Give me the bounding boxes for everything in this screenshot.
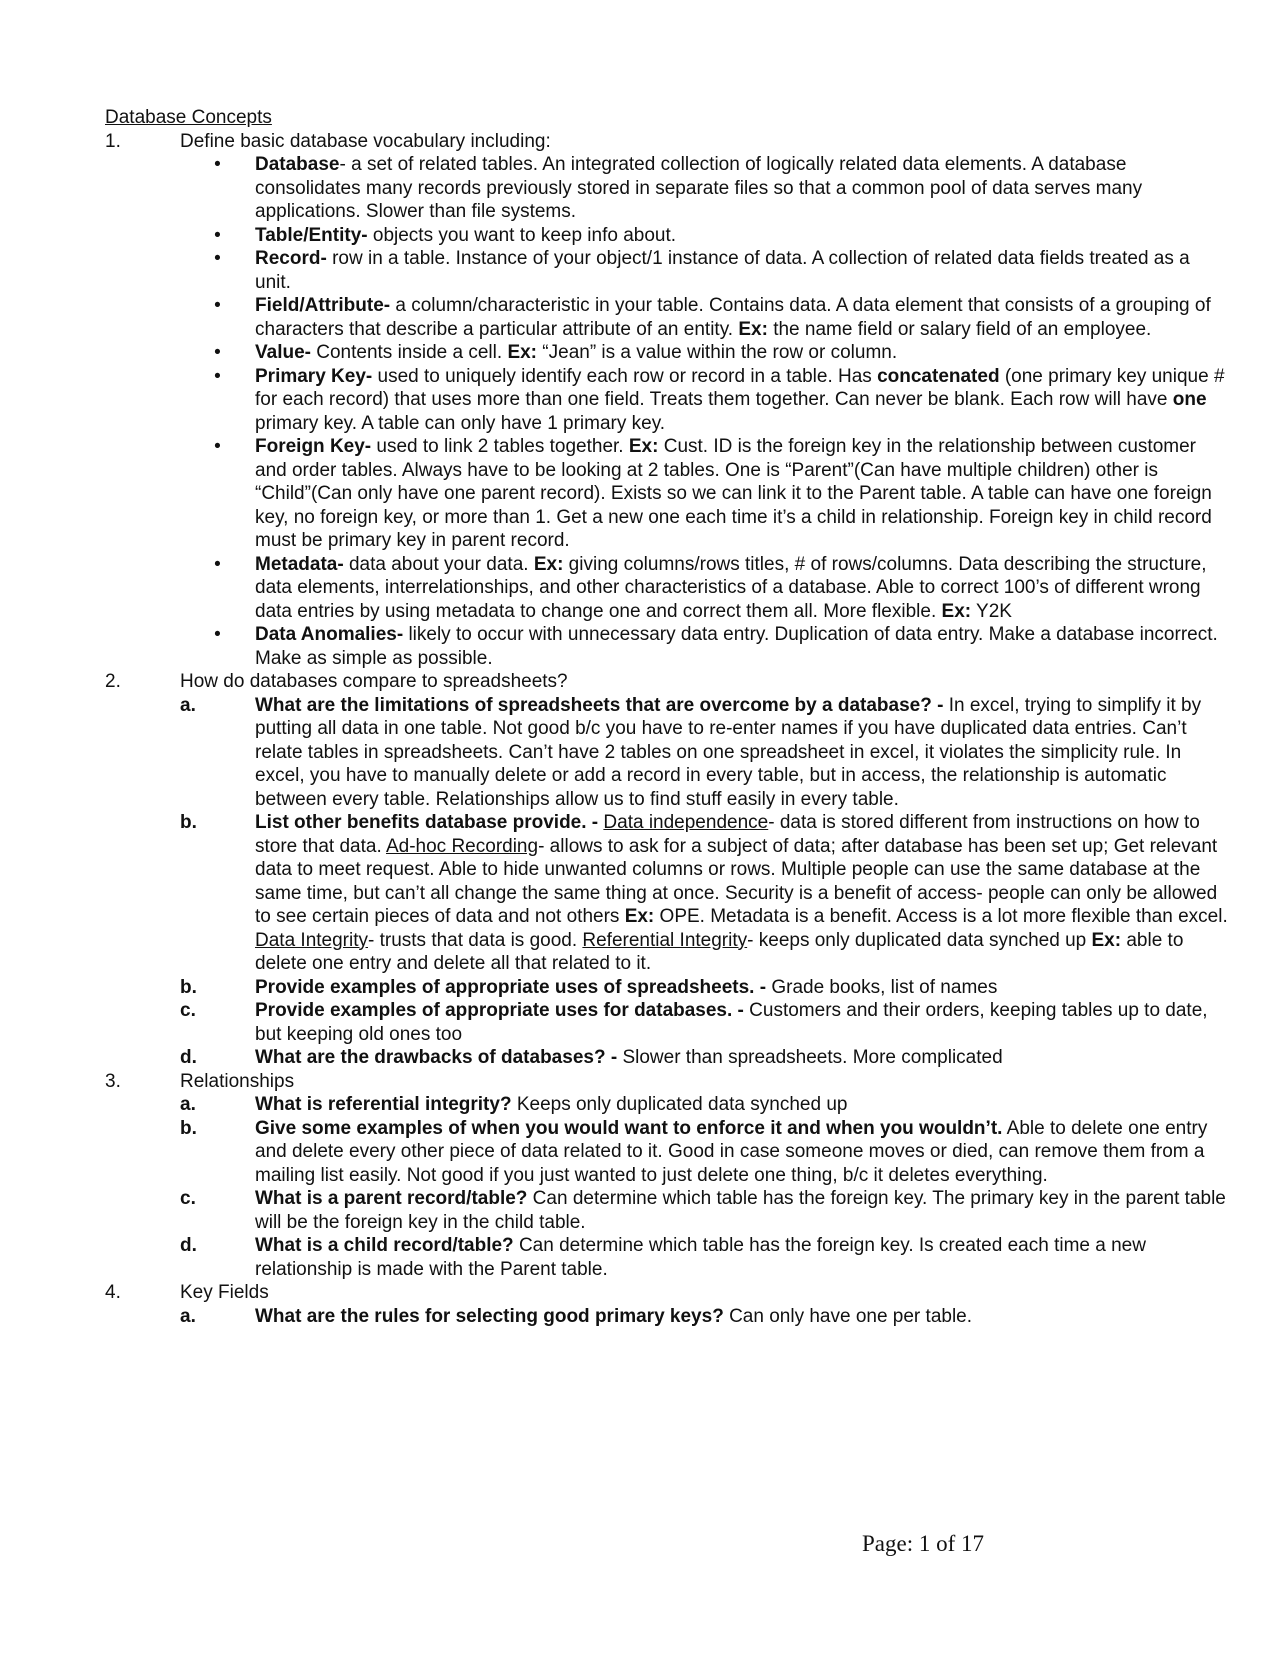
- text-run: In excel, trying to simplify it by putting all data in one table. Not good b/c you have to re-enter names if you have duplicated data entries. Can’t relate tables in spreadsheets. Can’t have 2 tables on one spreadsheet in excel, it violates the simplicity rule. In excel, you have to manually delete or add a record in every table, but in access, the relationship is automatic between every table. Relationships allow us to find stuff easily in every table.: [255, 694, 1202, 810]
- section: [105, 1281, 1230, 1328]
- item-text: [255, 553, 1230, 624]
- list-item: [105, 694, 1230, 812]
- text-run: a column/characteristic in your table. Contains data. A data element that consists of a grouping of characters that describe a particular attribute of an entity.: [255, 295, 1211, 340]
- bold-term: Ex:: [507, 342, 538, 363]
- bold-term: concatenated: [877, 365, 1000, 387]
- list-item: [105, 811, 1230, 976]
- bold-term: Database: [255, 154, 340, 175]
- text-run: Y2K: [971, 600, 1012, 622]
- item-text: [255, 224, 1230, 248]
- bold-term: What is referential integrity?: [255, 1094, 512, 1115]
- section-number: 2.: [105, 671, 121, 692]
- bold-term: Primary Key-: [255, 365, 373, 387]
- item-marker: c.: [180, 1000, 196, 1021]
- item-marker: a.: [180, 1305, 196, 1327]
- section-number: 3.: [105, 1070, 121, 1092]
- text-run: - a set of related tables. An integrated collection of logically related data elements. A database consolidates many records previously stored in separate files so that a common pool of data serves many applications. Slower than file systems.: [255, 154, 1143, 222]
- bold-term: one: [1172, 389, 1207, 410]
- list-item: [105, 365, 1230, 436]
- list-item: [105, 247, 1230, 294]
- text-run: able to delete one entry and delete all that related to it.: [255, 929, 1184, 974]
- item-marker: d.: [180, 1235, 197, 1256]
- text-run: OPE. Metadata is a benefit. Access is a lot more flexible than excel.: [654, 906, 1228, 927]
- text-run: used to uniquely identify each row or record in a table. Has: [372, 365, 878, 387]
- item-text: [255, 694, 1230, 812]
- bold-term: Value-: [255, 342, 311, 363]
- item-marker: c.: [180, 1188, 196, 1209]
- text-run: Can only have one per table.: [723, 1305, 973, 1327]
- section: [105, 1070, 1230, 1282]
- bold-term: Record-: [255, 248, 327, 269]
- list-item: [105, 1234, 1230, 1281]
- section-number: 4.: [105, 1282, 121, 1303]
- text-run: Grade books, list of names: [766, 976, 998, 998]
- text-run: data about your data.: [343, 553, 534, 575]
- bold-term: Table/Entity-: [255, 224, 368, 246]
- text-run: giving columns/rows titles, # of rows/columns. Data describing the structure, data elements, interrelationships, and other characteristics of a database. Able to correct 100’s of different wrong data entries by using metadata to change one and correct them all. More flexible.: [255, 553, 1207, 622]
- text-run: Customers and their orders, keeping tables up to date, but keeping old ones too: [255, 1000, 1208, 1045]
- bold-term: What are the drawbacks of databases? -: [255, 1047, 618, 1068]
- item-text: [255, 1187, 1230, 1234]
- text-run: Able to delete one entry and delete every other piece of data related to it. Good in case someone moves or died, can remove them from a mailing list easily. Not good if you just wanted to just delete one thing, b/c it deletes everything.: [255, 1117, 1208, 1186]
- bold-term: Ex:: [941, 600, 972, 622]
- section-heading: [105, 130, 1230, 154]
- list-item: [105, 976, 1230, 1000]
- bold-term: Provide examples of appropriate uses for databases. -: [255, 1000, 744, 1021]
- item-text: [255, 435, 1230, 553]
- section-heading-text: Define basic database vocabulary including:: [180, 130, 551, 152]
- item-marker: b.: [180, 976, 197, 998]
- bullet-marker: •: [214, 553, 221, 575]
- item-text: [255, 1117, 1230, 1188]
- text-run: likely to occur with unnecessary data entry. Duplication of data entry. Make a database incorrect. Make as simple as possible.: [255, 624, 1218, 669]
- bullet-marker: •: [214, 224, 221, 246]
- bold-term: What is a child record/table?: [255, 1235, 514, 1256]
- bold-term: Ex:: [624, 906, 655, 927]
- text-run: - keeps only duplicated data synched up: [747, 929, 1092, 951]
- list-item: [105, 1093, 1230, 1117]
- bullet-marker: •: [214, 624, 221, 645]
- item-text: [255, 999, 1230, 1046]
- item-marker: a.: [180, 694, 196, 716]
- section-heading-text: Key Fields: [180, 1282, 269, 1303]
- section-list: [105, 130, 1230, 1329]
- text-run: - trusts that data is good.: [368, 929, 583, 951]
- list-item: [105, 435, 1230, 553]
- item-text: [255, 1234, 1230, 1281]
- item-text: [255, 976, 1230, 1000]
- section-heading: [105, 1070, 1230, 1094]
- item-text: [255, 341, 1230, 365]
- section-heading-text: How do databases compare to spreadsheets?: [180, 671, 568, 692]
- bold-term: Foreign Key-: [255, 436, 372, 457]
- bold-term: Ex:: [738, 318, 768, 340]
- list-item: [105, 1117, 1230, 1188]
- text-run: Can determine which table has the foreign key. Is created each time a new relationship is made with the Parent table.: [255, 1235, 1146, 1280]
- list-item: [105, 1046, 1230, 1070]
- item-text: [255, 811, 1230, 976]
- bold-term: What are the limitations of spreadsheets that are overcome by a database? -: [255, 694, 944, 716]
- item-marker: a.: [180, 1094, 196, 1115]
- text-run: used to link 2 tables together.: [371, 436, 629, 457]
- bullet-marker: •: [214, 365, 221, 387]
- item-text: [255, 153, 1230, 224]
- bullet-marker: •: [214, 154, 221, 175]
- bullet-marker: •: [214, 248, 221, 269]
- item-marker: b.: [180, 812, 197, 833]
- text-run: “Jean” is a value within the row or column.: [537, 342, 898, 363]
- list-item: [105, 153, 1230, 224]
- underlined-term: Referential Integrity: [582, 929, 748, 951]
- section-heading: [105, 670, 1230, 694]
- text-run: Keeps only duplicated data synched up: [511, 1094, 848, 1115]
- list-item: [105, 999, 1230, 1046]
- document-body: [105, 106, 1230, 1328]
- text-run: (one primary key unique # for each record) that uses more than one field. Treats them together. Can never be blank. Each row will have: [255, 365, 1225, 410]
- item-text: [255, 365, 1230, 436]
- list-item: [105, 294, 1230, 341]
- bold-term: Give some examples of when you would want to enforce it and when you wouldn’t.: [255, 1117, 1003, 1139]
- item-text: [255, 1046, 1230, 1070]
- bullet-marker: •: [214, 295, 221, 316]
- section-heading: [105, 1281, 1230, 1305]
- bullet-marker: •: [214, 342, 221, 363]
- text-run: the name field or salary field of an employee.: [767, 318, 1152, 340]
- text-run: objects you want to keep info about.: [367, 224, 677, 246]
- underlined-term: Data independence: [603, 812, 769, 833]
- item-text: [255, 623, 1230, 670]
- underlined-term: Ad-hoc Recording: [385, 835, 539, 857]
- bold-term: List other benefits database provide. -: [255, 812, 599, 833]
- text-run: - data is stored different from instructions on how to store that data.: [255, 812, 1200, 857]
- bold-term: Ex:: [1091, 929, 1122, 951]
- item-marker: b.: [180, 1117, 197, 1139]
- text-run: Slower than spreadsheets. More complicated: [617, 1047, 1003, 1068]
- item-text: [255, 1093, 1230, 1117]
- list-item: [105, 553, 1230, 624]
- item-text: [255, 294, 1230, 341]
- list-item: [105, 1187, 1230, 1234]
- bold-term: Ex:: [628, 436, 659, 457]
- text-run: row in a table. Instance of your object/1 instance of data. A collection of related data fields treated as a unit.: [255, 248, 1190, 293]
- text-run: Cust. ID is the foreign key in the relationship between customer and order tables. Always have to be looking at 2 tables. One is “Parent”(Can have multiple children) other is “Child”(Can only have one parent record). Exists so we can link it to the Parent table. A table can have one foreign key, no foreign key, or more than 1. Get a new one each time it’s a child in relationship. Foreign key in child record must be primary key in parent record.: [255, 436, 1212, 551]
- underlined-term: Data Integrity: [255, 929, 368, 951]
- bullet-marker: •: [214, 436, 221, 457]
- item-text: [255, 247, 1230, 294]
- page-number-footer: Page: 1 of 17: [862, 1531, 985, 1556]
- bold-term: Ex:: [533, 553, 564, 575]
- bold-term: Field/Attribute-: [255, 295, 391, 316]
- list-item: [105, 341, 1230, 365]
- text-run: Can determine which table has the foreign key. The primary key in the parent table will be the foreign key in the child table.: [255, 1188, 1226, 1233]
- bold-term: What are the rules for selecting good primary keys?: [255, 1305, 724, 1327]
- bold-term: What is a parent record/table?: [255, 1188, 528, 1209]
- section-heading-text: Relationships: [180, 1070, 295, 1092]
- section-number: 1.: [105, 130, 121, 152]
- list-item: [105, 623, 1230, 670]
- section: [105, 670, 1230, 1070]
- list-item: [105, 1305, 1230, 1329]
- item-text: [255, 1305, 1230, 1329]
- item-marker: d.: [180, 1047, 197, 1068]
- document-title: Database Concepts: [105, 107, 272, 128]
- bold-term: Metadata-: [255, 553, 344, 575]
- text-run: - allows to ask for a subject of data; after database has been set up; Get relevant data to meet request. Able to hide unwanted columns or rows. Multiple people can use the same database at the same time, but can’t all change the same thing at once. Security is a benefit of access- people can only be allowed to see certain pieces of data and not others: [255, 835, 1218, 927]
- text-run: Contents inside a cell.: [310, 342, 508, 363]
- section: [105, 130, 1230, 671]
- text-run: primary key. A table can only have 1 primary key.: [255, 412, 666, 434]
- list-item: [105, 224, 1230, 248]
- bold-term: Provide examples of appropriate uses of spreadsheets. -: [255, 976, 767, 998]
- bold-term: Data Anomalies-: [255, 624, 404, 645]
